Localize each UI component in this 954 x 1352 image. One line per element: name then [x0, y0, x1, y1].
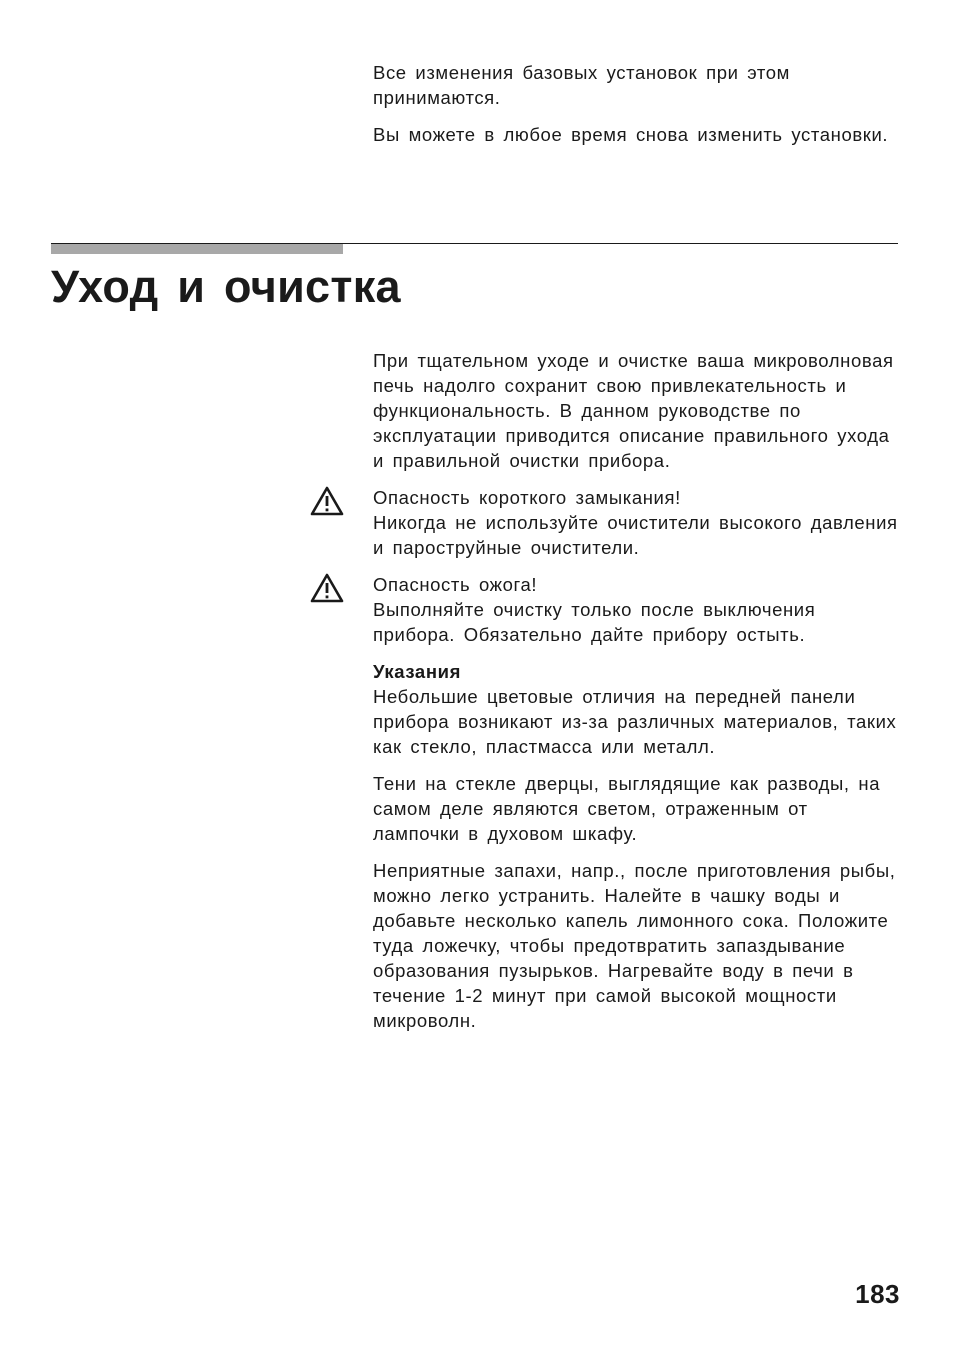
warning-title: Опасность ожога!: [373, 574, 538, 595]
warning-short-circuit: [373, 485, 903, 560]
intro-text: [373, 60, 903, 147]
intro-paragraph-2: Вы можете в любое время снова изменить установки.: [373, 124, 889, 145]
section-intro-paragraph: При тщательном уходе и очистке ваша микроволновая печь надолго сохранит свою привлекательность и функциональность. В данном руководстве по эксплуатации приводится описание правильного ухода и правильной очистки прибора.: [373, 350, 894, 471]
section-divider-bar: [51, 244, 343, 254]
warning-triangle-icon: [310, 486, 344, 516]
warning-burn: [373, 572, 903, 647]
section-body: [373, 348, 903, 1045]
notes-heading: Указания: [373, 661, 461, 682]
warning-text: Выполняйте очистку только после выключения прибора. Обязательно дайте прибору остыть.: [373, 599, 816, 645]
page-number: 183: [855, 1279, 900, 1309]
warning-title: Опасность короткого замыкания!: [373, 487, 681, 508]
note-paragraph: Тени на стекле дверцы, выглядящие как разводы, на самом деле являются светом, отраженным от лампочки в духовом шкафу.: [373, 773, 881, 844]
warning-triangle-icon: [310, 573, 344, 603]
intro-paragraph-1: Все изменения базовых установок при этом принимаются.: [373, 62, 790, 108]
warning-text: Никогда не используйте очистители высокого давления и пароструйные очистители.: [373, 512, 898, 558]
note-paragraph: Неприятные запахи, напр., после приготовления рыбы, можно легко устранить. Налейте в чашку воды и добавьте несколько капель лимонного сока. Положите туда ложечку, чтобы предотвратить запаздывание образования пузырьков. Нагревайте воду в печи в течение 1-2 минут при самой высокой мощности микроволн.: [373, 860, 896, 1031]
note-paragraph: Небольшие цветовые отличия на передней панели прибора возникают из-за различных материалов, таких как стекло, пластмасса или металл.: [373, 686, 897, 757]
section-title: Уход и очистка: [51, 261, 401, 312]
